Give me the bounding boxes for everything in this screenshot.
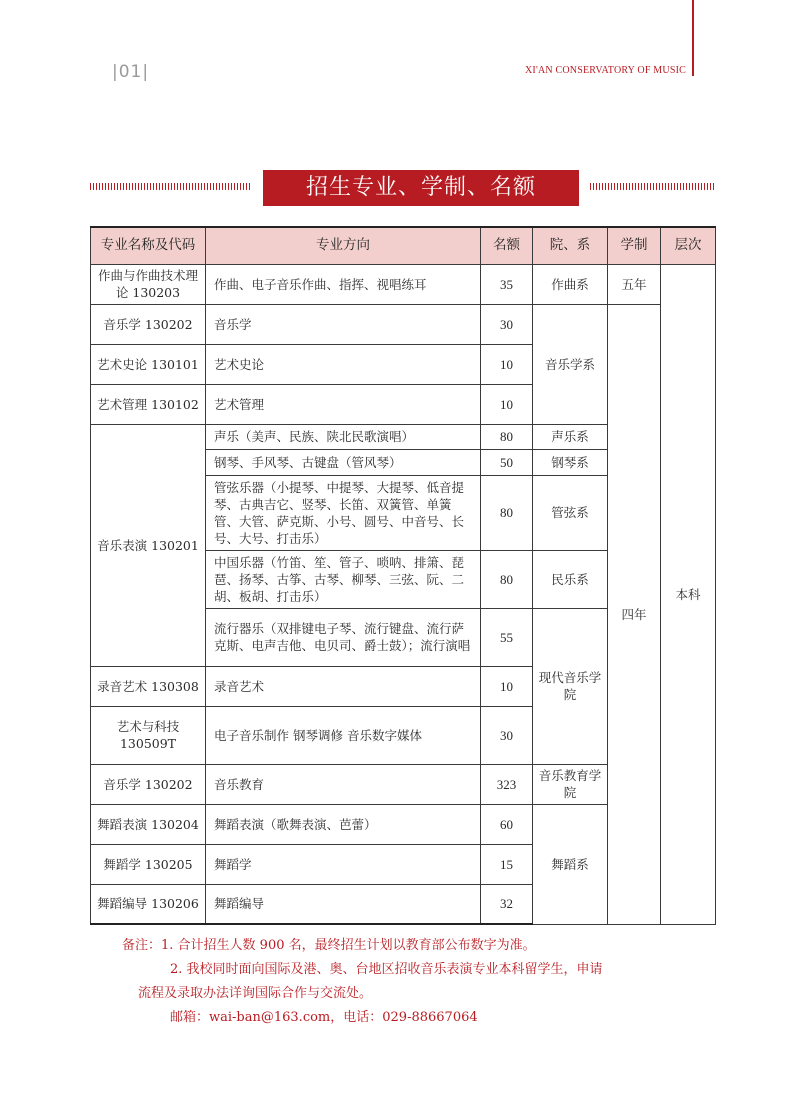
dept-cell: 舞蹈系 [533, 804, 608, 924]
quota-cell: 10 [481, 666, 533, 706]
duration-cell: 五年 [608, 264, 661, 304]
direction-cell: 作曲、电子音乐作曲、指挥、视唱练耳 [206, 264, 481, 304]
direction-cell: 管弦乐器（小提琴、中提琴、大提琴、低音提琴、古典吉它、竖琴、长笛、双簧管、单簧管、大管、萨克斯、小号、圆号、中音号、长号、大号、打击乐） [206, 475, 481, 550]
top-divider [692, 0, 694, 76]
header-direction: 专业方向 [206, 227, 481, 264]
major-cell: 舞蹈表演 130204 [91, 804, 206, 844]
note-line-2b: 流程及录取办法详询国际合作与交流处。 [138, 986, 373, 1001]
level-cell: 本科 [661, 264, 716, 924]
enrollment-table [90, 226, 716, 925]
direction-cell: 艺术史论 [206, 344, 481, 384]
direction-cell: 中国乐器（竹笛、笙、管子、唢呐、排箫、琵琶、扬琴、古筝、古琴、柳琴、三弦、阮、二胡、板胡、打击乐） [206, 550, 481, 608]
dept-cell: 钢琴系 [533, 449, 608, 475]
quota-cell: 80 [481, 475, 533, 550]
major-cell: 舞蹈学 130205 [91, 844, 206, 884]
quota-cell: 15 [481, 844, 533, 884]
quota-cell: 35 [481, 264, 533, 304]
table-header-row [91, 227, 716, 264]
direction-cell: 艺术管理 [206, 384, 481, 424]
note-contact: 邮箱：wai-ban@163.com，电话：029-88667064 [170, 1010, 478, 1025]
direction-cell: 钢琴、手风琴、古键盘（管风琴） [206, 449, 481, 475]
major-cell: 音乐学 130202 [91, 764, 206, 804]
dept-cell: 声乐系 [533, 424, 608, 449]
major-cell: 音乐学 130202 [91, 304, 206, 344]
dept-cell: 现代音乐学院 [533, 608, 608, 764]
major-cell: 艺术管理 130102 [91, 384, 206, 424]
school-name: XI'AN CONSERVATORY OF MUSIC [525, 65, 686, 76]
header-quota: 名额 [481, 227, 533, 264]
direction-cell: 录音艺术 [206, 666, 481, 706]
quota-cell: 30 [481, 706, 533, 764]
dept-cell: 音乐教育学院 [533, 764, 608, 804]
direction-cell: 电子音乐制作 钢琴调修 音乐数字媒体 [206, 706, 481, 764]
quota-cell: 10 [481, 384, 533, 424]
duration-cell: 四年 [608, 304, 661, 924]
quota-cell: 80 [481, 550, 533, 608]
direction-cell: 声乐（美声、民族、陕北民歌演唱） [206, 424, 481, 449]
direction-cell: 音乐学 [206, 304, 481, 344]
major-cell: 艺术与科技 130509T [91, 706, 206, 764]
quota-cell: 30 [481, 304, 533, 344]
major-cell: 艺术史论 130101 [91, 344, 206, 384]
header-duration: 学制 [608, 227, 661, 264]
direction-cell: 舞蹈编导 [206, 884, 481, 924]
header-level: 层次 [661, 227, 716, 264]
direction-cell: 音乐教育 [206, 764, 481, 804]
note-line-1: 备注：1. 合计招生人数 900 名，最终招生计划以教育部公布数字为准。 [122, 938, 536, 953]
header-major: 专业名称及代码 [91, 227, 206, 264]
major-cell: 录音艺术 130308 [91, 666, 206, 706]
table-row [91, 264, 716, 304]
section-title: 招生专业、学制、名额 [263, 170, 579, 206]
direction-cell: 舞蹈表演（歌舞表演、芭蕾） [206, 804, 481, 844]
major-cell: 舞蹈编导 130206 [91, 884, 206, 924]
quota-cell: 32 [481, 884, 533, 924]
title-stripe-right [590, 183, 715, 190]
direction-cell: 舞蹈学 [206, 844, 481, 884]
dept-cell: 作曲系 [533, 264, 608, 304]
quota-cell: 55 [481, 608, 533, 666]
quota-cell: 50 [481, 449, 533, 475]
title-stripe-left [90, 183, 252, 190]
page-number: |01| [112, 62, 150, 82]
dept-cell: 民乐系 [533, 550, 608, 608]
direction-cell: 流行器乐（双排键电子琴、流行键盘、流行萨克斯、电声吉他、电贝司、爵士鼓）；流行演唱 [206, 608, 481, 666]
quota-cell: 323 [481, 764, 533, 804]
quota-cell: 10 [481, 344, 533, 384]
quota-cell: 60 [481, 804, 533, 844]
quota-cell: 80 [481, 424, 533, 449]
dept-cell: 音乐学系 [533, 304, 608, 424]
dept-cell: 管弦系 [533, 475, 608, 550]
header-dept: 院、系 [533, 227, 608, 264]
major-cell: 作曲与作曲技术理论 130203 [91, 264, 206, 304]
notes [122, 934, 722, 1030]
note-line-2a: 2. 我校同时面向国际及港、奥、台地区招收音乐表演专业本科留学生，申请 [170, 962, 603, 977]
major-cell: 音乐表演 130201 [91, 424, 206, 666]
table-row [91, 304, 716, 344]
